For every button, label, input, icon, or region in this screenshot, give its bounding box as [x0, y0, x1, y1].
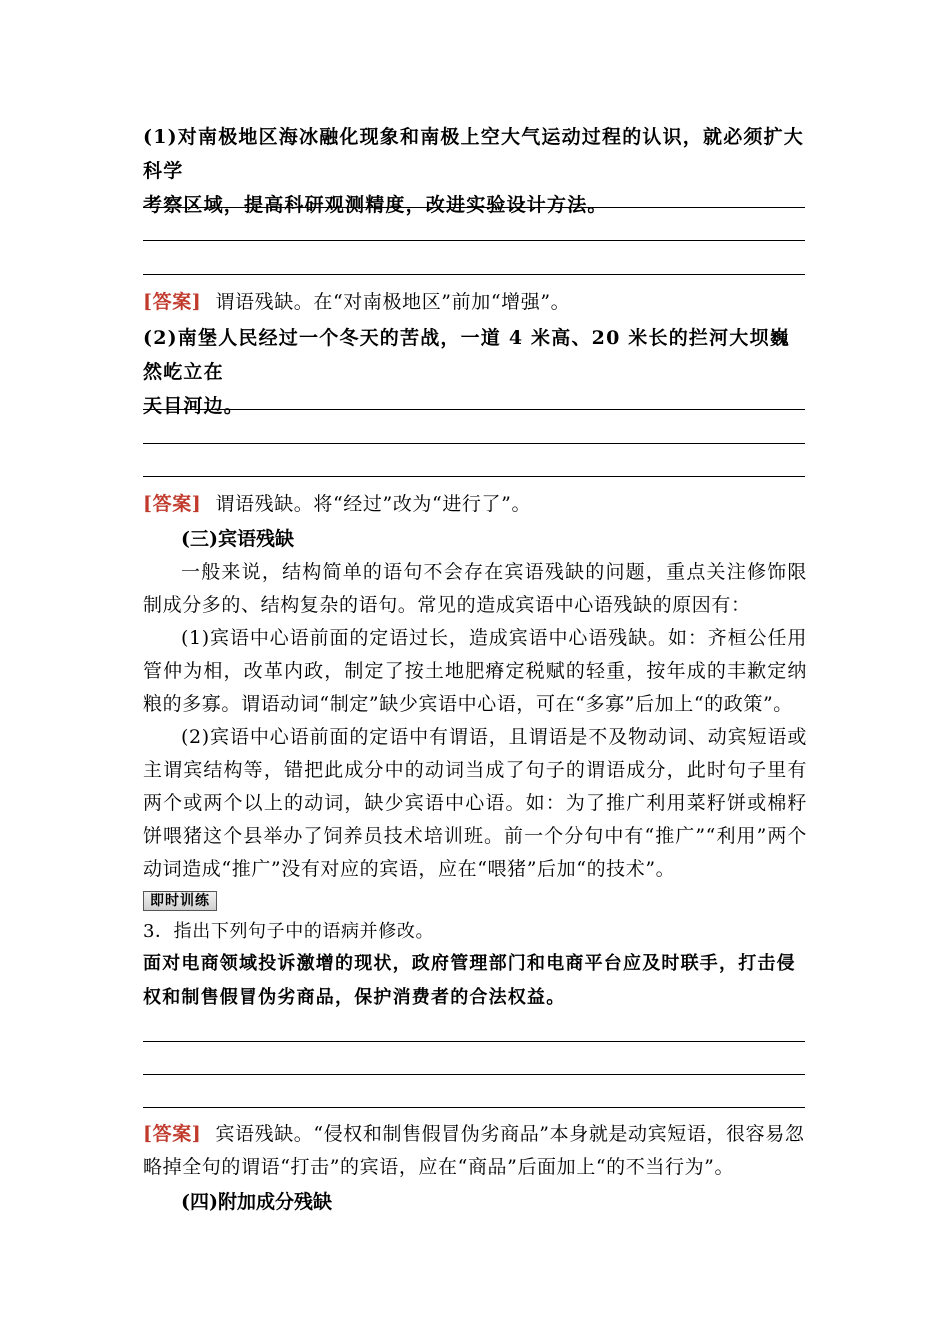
practice-line-2: 权和制售假冒伪劣商品，保护消费者的合法权益。	[143, 987, 566, 1008]
section-3-paragraph-1: 一般来说，结构简单的语句不会存在宾语残缺的问题，重点关注修饰限制成分多的、结构复杂的语句。常见的造成宾语中心语残缺的原因有：	[143, 561, 807, 616]
question-2	[143, 321, 807, 423]
answer-line	[143, 1074, 805, 1075]
answer-tag: [答案]	[143, 493, 202, 515]
answer-line	[143, 240, 805, 241]
answer-1-text: 谓语残缺。在“对南极地区”前加“增强”。	[215, 291, 571, 313]
question-2-line-1: (2)南堡人民经过一个冬天的苦战，一道 4 米高、20 米长的拦河大坝巍然屹立在	[143, 327, 790, 383]
practice-task: 3．指出下列句子中的语病并修改。	[143, 921, 435, 942]
practice-section	[143, 890, 807, 1015]
question-1-line-2: 考察区域，提高科研观测精度，改进实验设计方法。	[143, 194, 608, 216]
question-1-line-1: (1)对南极地区海冰融化现象和南极上空大气运动过程的认识，就必须扩大科学	[143, 126, 805, 182]
answer-2	[143, 488, 807, 520]
answer-line	[143, 1041, 805, 1042]
section-3	[143, 523, 807, 886]
section-3-paragraph-2: (1)宾语中心语前面的定语过长，造成宾语中心语残缺。如：齐桓公任用管仲为相，改革内政，制定了按土地肥瘠定税赋的轻重，按年成的丰歉定纳粮的多寡。谓语动词“制定”缺少宾语中心语，可在“多寡”后加上“的政策”。	[143, 627, 807, 715]
section-3-heading: (三)宾语残缺	[181, 528, 294, 550]
answer-tag: [答案]	[143, 1123, 202, 1145]
section-4	[143, 1186, 807, 1219]
answer-tag: [答案]	[143, 291, 202, 313]
answer-1	[143, 286, 807, 318]
question-2-line-2: 天目河边。	[143, 395, 245, 417]
answer-line	[143, 409, 805, 410]
practice-line-1: 面对电商领域投诉激增的现状，政府管理部门和电商平台应及时联手，打击侵	[143, 953, 796, 974]
answer-line	[143, 1107, 805, 1108]
answer-line	[143, 443, 805, 444]
answer-3-text: 宾语残缺。“侵权和制售假冒伪劣商品”本身就是动宾短语，很容易忽略掉全句的谓语“打击”的宾语，应在“商品”后面加上“的不当行为”。	[143, 1123, 805, 1178]
answer-line	[143, 207, 805, 208]
answer-2-text: 谓语残缺。将“经过”改为“进行了”。	[215, 493, 532, 515]
practice-badge: 即时训练	[143, 891, 217, 911]
answer-line	[143, 476, 805, 477]
section-3-paragraph-3: (2)宾语中心语前面的定语中有谓语，且谓语是不及物动词、动宾短语或主谓宾结构等，错把此成分中的动词当成了句子的谓语成分，此时句子里有两个或两个以上的动词，缺少宾语中心语。如：为了推广利用菜籽饼或棉籽饼喂猪这个县举办了饲养员技术培训班。前一个分句中有“推广”“利用”两个动词造成“推广”没有对应的宾语，应在“喂猪”后加“的技术”。	[143, 726, 807, 880]
answer-3	[143, 1118, 807, 1184]
section-4-heading: (四)附加成分残缺	[181, 1191, 332, 1213]
answer-line	[143, 274, 805, 275]
